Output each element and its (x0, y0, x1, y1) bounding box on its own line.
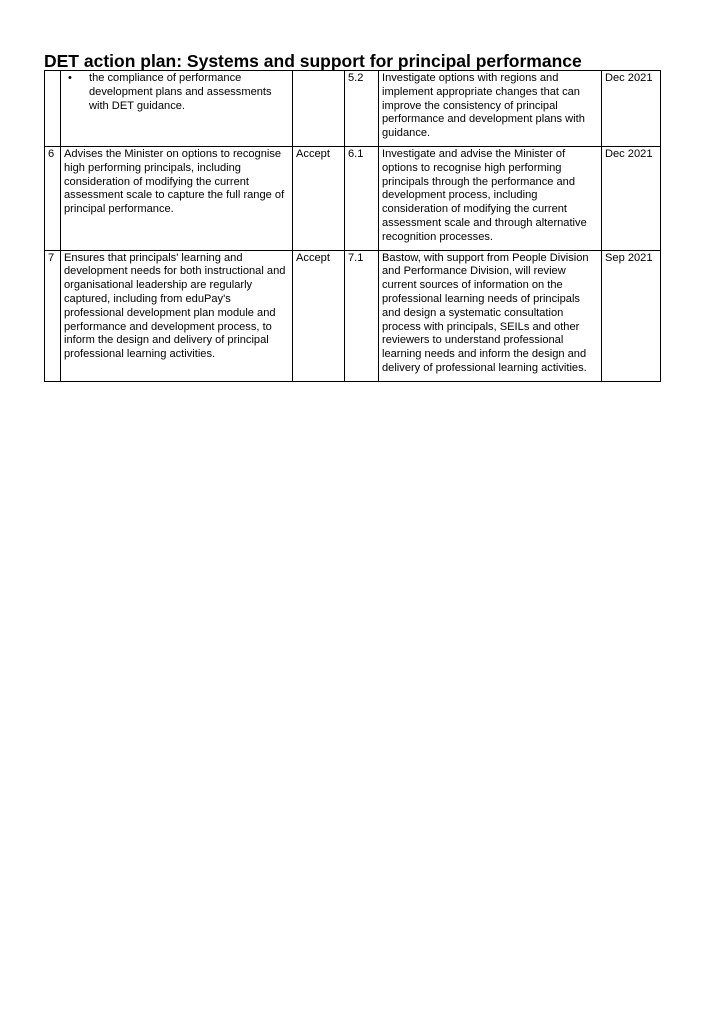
completion-date: Sep 2021 (602, 250, 661, 381)
table-row (45, 71, 661, 147)
action-plan-table (44, 70, 661, 382)
response: Accept (293, 146, 345, 250)
action-text: Investigate and advise the Minister of options to recognise high performing principals through the performance and development process, including consideration of modifying the current assessment scale and through alternative recognition processes. (379, 146, 602, 250)
page-title: DET action plan: Systems and support for principal performance (44, 51, 582, 71)
recommendation-text-cell (61, 71, 293, 147)
completion-date: Dec 2021 (602, 71, 661, 147)
recommendation-text: Ensures that principals' learning and development needs for both instructional and organisational leadership are regularly captured, including from eduPay's professional development plan module and performance and development process, to inform the design and delivery of principal professional learning activities. (61, 250, 293, 381)
action-number: 5.2 (345, 71, 379, 147)
bullet-icon: • (68, 72, 72, 84)
action-text: Investigate options with regions and implement appropriate changes that can improve the consistency of principal performance and development plans with guidance. (379, 71, 602, 147)
table-row (45, 146, 661, 250)
table-row (45, 250, 661, 381)
action-number: 6.1 (345, 146, 379, 250)
action-text: Bastow, with support from People Division and Performance Division, will review current sources of information on the professional learning needs of principals and design a systematic consultation process with principals, SEILs and other reviewers to understand professional learning needs and inform the design and delivery of professional learning activities. (379, 250, 602, 381)
recommendation-number: 7 (45, 250, 61, 381)
completion-date: Dec 2021 (602, 146, 661, 250)
recommendation-text: Advises the Minister on options to recognise high performing principals, including consideration of modifying the current assessment scale to capture the full range of principal performance. (61, 146, 293, 250)
response (293, 71, 345, 147)
recommendation-number: 6 (45, 146, 61, 250)
response: Accept (293, 250, 345, 381)
recommendation-number (45, 71, 61, 147)
bullet-item (64, 72, 289, 113)
recommendation-text: the compliance of performance development plans and assessments with DET guidance. (89, 72, 272, 112)
action-number: 7.1 (345, 250, 379, 381)
